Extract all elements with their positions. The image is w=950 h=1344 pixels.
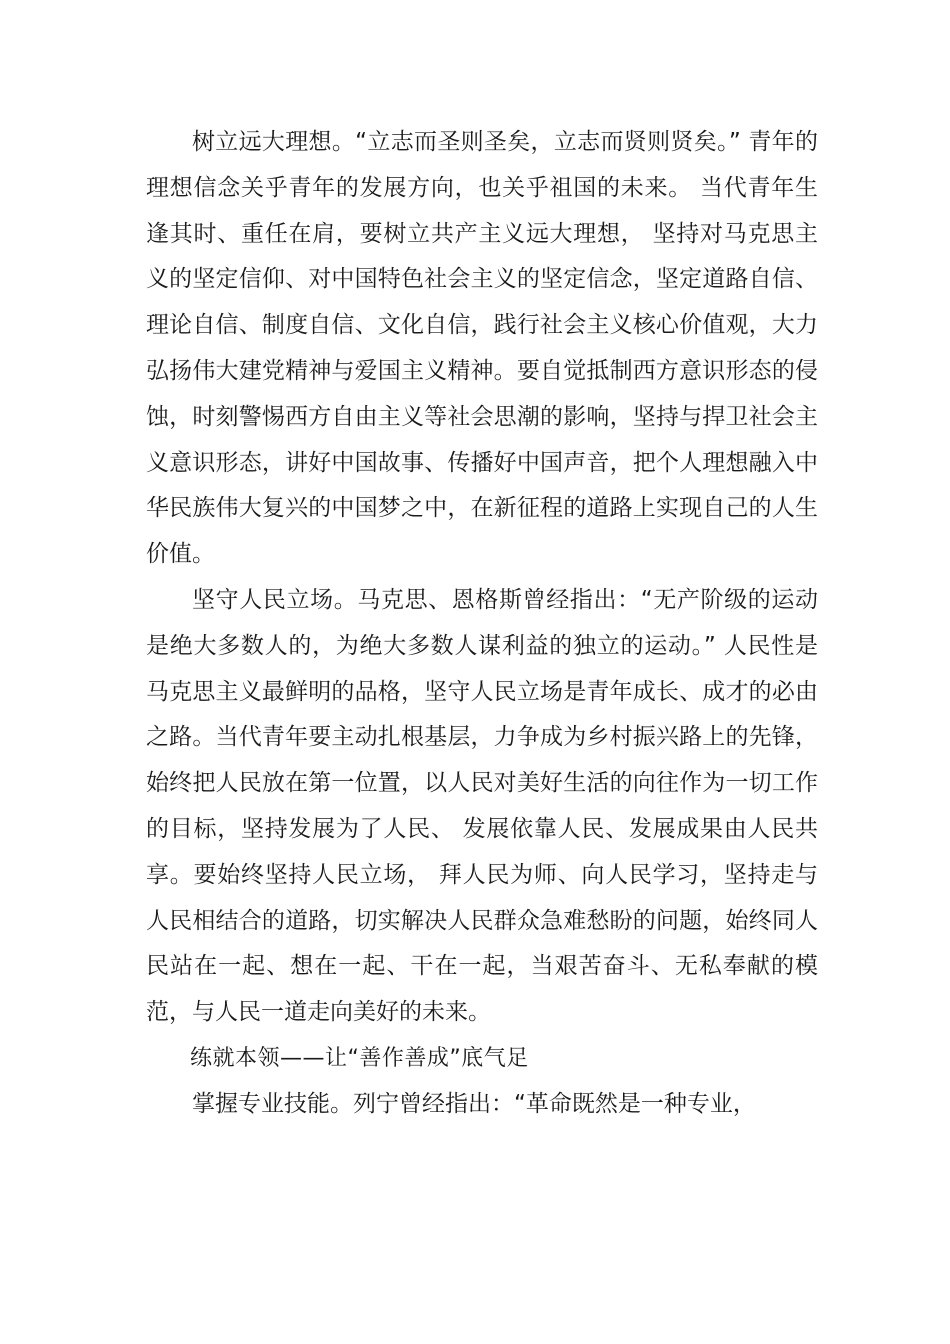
paragraph-lofty-ideals: 树立远大理想。“立志而圣则圣矣，立志而贤则贤矣。” 青年的理想信念关乎青年的发展方向，也关乎祖国的未来。 当代青年生逢其时、重任在肩，要树立共产主义远大理想， 坚持对马克思主义的坚定信仰、对中国特色社会主义的坚定信念，坚定道路自信、理论自信、制度自信、文化自信，践行社会主义核心价值观，大力弘扬伟大建党精神与爱国主义精神。要自觉抵制西方意识形态的侵蚀，时刻警惕西方自由主义等社会思潮的影响，坚持与捍卫社会主义意识形态，讲好中国故事、传播好中国声音，把个人理想融入中华民族伟大复兴的中国梦之中，在新征程的道路上实现自己的人生价值。 (146, 129, 818, 568)
section-heading: 练就本领——让“善作善成”底气足 (190, 1045, 529, 1071)
document-page (146, 120, 818, 1128)
paragraph-professional-skills: 掌握专业技能。列宁曾经指出：“革命既然是一种专业， (192, 1090, 756, 1117)
paragraph-people-stance: 坚守人民立场。马克思、恩格斯曾经指出：“无产阶级的运动是绝大多数人的，为绝大多数人谋利益的独立的运动。” 人民性是马克思主义最鲜明的品格，坚守人民立场是青年成长、成才的必由之路。当代青年要主动扎根基层，力争成为乡村振兴路上的先锋，始终把人民放在第一位置，以人民对美好生活的向往作为一切工作的目标，坚持发展为了人民、 发展依靠人民、发展成果由人民共享。要始终坚持人民立场， 拜人民为师、向人民学习，坚持走与人民相结合的道路，切实解决人民群众急难愁盼的问题，始终同人民站在一起、想在一起、干在一起，当艰苦奋斗、无私奉献的模范，与人民一道走向美好的未来。 (146, 586, 818, 1026)
